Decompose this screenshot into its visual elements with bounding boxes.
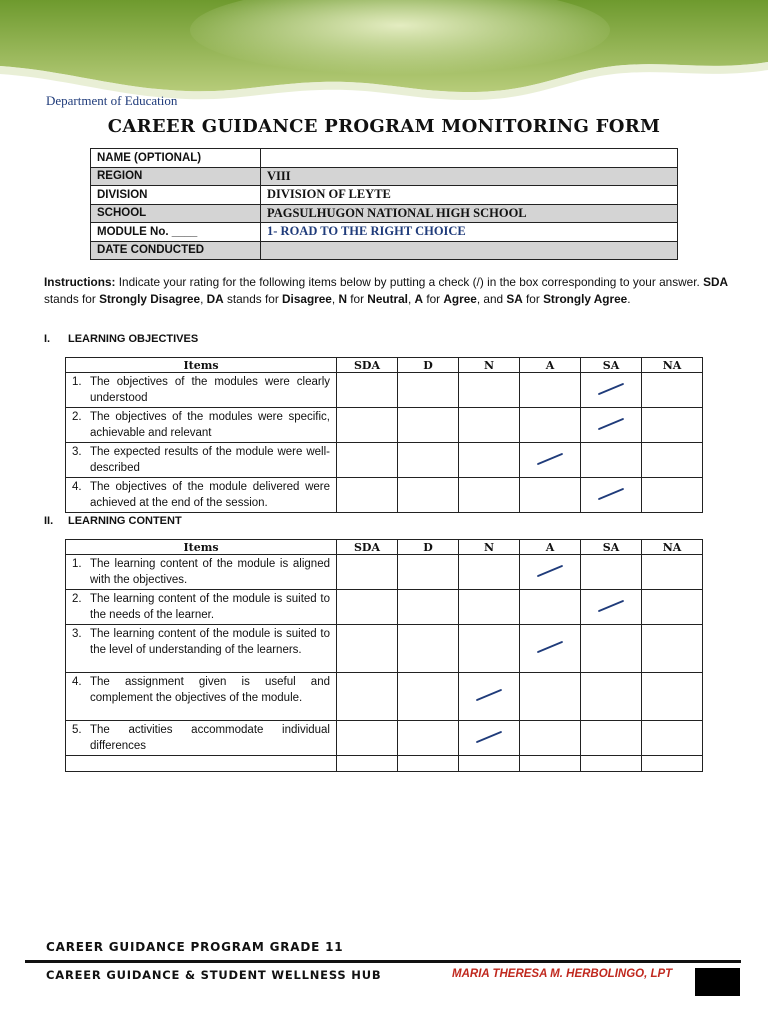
column-header: SA: [581, 358, 642, 373]
rating-cell-n[interactable]: [459, 478, 520, 513]
rating-cell-na[interactable]: [642, 478, 703, 513]
rating-cell-na[interactable]: [642, 408, 703, 443]
empty-cell[interactable]: [459, 756, 520, 772]
rating-cell-sa[interactable]: [581, 373, 642, 408]
rating-cell-d[interactable]: [398, 373, 459, 408]
item-cell: 2. The learning content of the module is suited to the needs of the learner.: [66, 590, 337, 625]
rating-cell-na[interactable]: [642, 555, 703, 590]
table-header-row: [66, 540, 703, 555]
rating-cell-d[interactable]: [398, 408, 459, 443]
item-cell: 5. The activities accommodate individual differences: [66, 721, 337, 756]
column-header: D: [398, 358, 459, 373]
item-cell: 4. The objectives of the module delivered were achieved at the end of the session.: [66, 478, 337, 513]
rating-cell-sa[interactable]: [581, 408, 642, 443]
check-mark-icon: [535, 451, 565, 467]
info-value-division[interactable]: DIVISION OF LEYTE: [261, 186, 678, 205]
rating-cell-a[interactable]: [520, 625, 581, 673]
column-header: N: [459, 540, 520, 555]
item-cell: 4. The assignment given is useful and complement the objectives of the module.: [66, 673, 337, 721]
rating-cell-sa[interactable]: [581, 443, 642, 478]
check-mark-icon: [596, 598, 626, 614]
info-label: SCHOOL: [91, 204, 261, 223]
check-mark-icon: [596, 486, 626, 502]
rating-cell-sda[interactable]: [337, 590, 398, 625]
info-label: DIVISION: [91, 186, 261, 205]
info-row-date: [91, 241, 678, 260]
rating-cell-d[interactable]: [398, 625, 459, 673]
rating-cell-n[interactable]: [459, 443, 520, 478]
rating-cell-na[interactable]: [642, 721, 703, 756]
rating-cell-na[interactable]: [642, 443, 703, 478]
item-cell: 3. The expected results of the module were well-described: [66, 443, 337, 478]
table-row: [66, 478, 703, 513]
rating-cell-d[interactable]: [398, 443, 459, 478]
table-row: [66, 673, 703, 721]
empty-cell[interactable]: [337, 756, 398, 772]
rating-cell-sda[interactable]: [337, 373, 398, 408]
table-row: [66, 443, 703, 478]
rating-cell-d[interactable]: [398, 721, 459, 756]
info-table: [90, 148, 678, 260]
rating-cell-n[interactable]: [459, 625, 520, 673]
check-mark-icon: [535, 563, 565, 579]
column-header: NA: [642, 358, 703, 373]
info-row-module: [91, 223, 678, 242]
empty-cell[interactable]: [581, 756, 642, 772]
instructions: Instructions: Indicate your rating for the following items below by putting a check (/) in the box corresponding to your answer. SDA stands for Strongly Disagree, DA stands for Disagree, N for Neutral, A for Agree, and SA for Strongly Agree.: [44, 275, 728, 306]
rating-cell-a[interactable]: [520, 478, 581, 513]
info-row-name: [91, 149, 678, 168]
info-value-date[interactable]: [261, 241, 678, 260]
check-mark-icon: [474, 729, 504, 745]
check-mark-icon: [474, 687, 504, 703]
rating-cell-n[interactable]: [459, 408, 520, 443]
info-label: REGION: [91, 167, 261, 186]
rating-cell-n[interactable]: [459, 373, 520, 408]
rating-cell-a[interactable]: [520, 721, 581, 756]
rating-cell-sda[interactable]: [337, 625, 398, 673]
item-cell: 1. The objectives of the modules were clearly understood: [66, 373, 337, 408]
info-row-school: [91, 204, 678, 223]
rating-cell-sda[interactable]: [337, 555, 398, 590]
rating-cell-n[interactable]: [459, 673, 520, 721]
rating-cell-a[interactable]: [520, 673, 581, 721]
column-header: N: [459, 358, 520, 373]
item-cell: 2. The objectives of the modules were specific, achievable and relevant: [66, 408, 337, 443]
footer-divider: [25, 960, 741, 963]
column-header: SA: [581, 540, 642, 555]
rating-cell-na[interactable]: [642, 373, 703, 408]
check-mark-icon: [596, 381, 626, 397]
rating-cell-na[interactable]: [642, 590, 703, 625]
rating-cell-d[interactable]: [398, 590, 459, 625]
table-row: [66, 408, 703, 443]
rating-cell-sa[interactable]: [581, 590, 642, 625]
rating-cell-sa[interactable]: [581, 555, 642, 590]
rating-cell-d[interactable]: [398, 555, 459, 590]
item-cell: 3. The learning content of the module is suited to the level of understanding of the learners.: [66, 625, 337, 673]
info-label: MODULE No. ____: [91, 223, 261, 242]
column-header: A: [520, 540, 581, 555]
info-row-division: [91, 186, 678, 205]
rating-cell-a[interactable]: [520, 555, 581, 590]
rating-table-objectives: [65, 357, 703, 513]
rating-cell-na[interactable]: [642, 673, 703, 721]
table-row: [66, 555, 703, 590]
rating-cell-sda[interactable]: [337, 443, 398, 478]
empty-cell[interactable]: [642, 756, 703, 772]
info-label: DATE CONDUCTED: [91, 241, 261, 260]
footer-hub: CAREER GUIDANCE & STUDENT WELLNESS HUB: [46, 968, 382, 982]
column-header: SDA: [337, 540, 398, 555]
table-row: [66, 625, 703, 673]
info-row-region: [91, 167, 678, 186]
table-row: [66, 721, 703, 756]
column-header: A: [520, 358, 581, 373]
section-heading-objectives: I. LEARNING OBJECTIVES: [44, 333, 199, 345]
rating-cell-a[interactable]: [520, 373, 581, 408]
column-header: NA: [642, 540, 703, 555]
check-mark-icon: [535, 639, 565, 655]
table-row: [66, 373, 703, 408]
empty-cell[interactable]: [66, 756, 337, 772]
rating-cell-sa[interactable]: [581, 478, 642, 513]
rating-cell-a[interactable]: [520, 443, 581, 478]
section-heading-content: II. LEARNING CONTENT: [44, 515, 182, 527]
rating-cell-n[interactable]: [459, 721, 520, 756]
department-name: Department of Education: [46, 93, 178, 108]
rating-cell-sa[interactable]: [581, 721, 642, 756]
check-mark-icon: [596, 416, 626, 432]
info-value-region[interactable]: VIII: [261, 167, 678, 186]
rating-table-content: [65, 539, 703, 772]
rating-cell-sda[interactable]: [337, 673, 398, 721]
rating-cell-sda[interactable]: [337, 478, 398, 513]
empty-cell[interactable]: [520, 756, 581, 772]
rating-cell-sda[interactable]: [337, 721, 398, 756]
rating-cell-sa[interactable]: [581, 625, 642, 673]
info-value-school[interactable]: PAGSULHUGON NATIONAL HIGH SCHOOL: [261, 204, 678, 223]
info-label: NAME (OPTIONAL): [91, 149, 261, 168]
table-header-row: [66, 358, 703, 373]
rating-cell-na[interactable]: [642, 625, 703, 673]
rating-cell-d[interactable]: [398, 478, 459, 513]
item-cell: 1. The learning content of the module is aligned with the objectives.: [66, 555, 337, 590]
rating-cell-n[interactable]: [459, 590, 520, 625]
column-header: SDA: [337, 358, 398, 373]
table-row-empty: [66, 756, 703, 772]
rating-cell-sa[interactable]: [581, 673, 642, 721]
rating-cell-sda[interactable]: [337, 408, 398, 443]
rating-cell-a[interactable]: [520, 408, 581, 443]
rating-cell-a[interactable]: [520, 590, 581, 625]
column-header: D: [398, 540, 459, 555]
info-value-module[interactable]: 1- ROAD TO THE RIGHT CHOICE: [261, 223, 678, 242]
info-value-name[interactable]: [261, 149, 678, 168]
rating-cell-d[interactable]: [398, 673, 459, 721]
footer-author: MARIA THERESA M. HERBOLINGO, LPT: [452, 968, 673, 980]
table-row: [66, 590, 703, 625]
column-header: Items: [66, 540, 337, 555]
empty-cell[interactable]: [398, 756, 459, 772]
footer-block: [695, 968, 740, 996]
footer-program: CAREER GUIDANCE PROGRAM GRADE 11: [46, 940, 344, 954]
rating-cell-n[interactable]: [459, 555, 520, 590]
form-title: CAREER GUIDANCE PROGRAM MONITORING FORM: [107, 116, 661, 137]
column-header: Items: [66, 358, 337, 373]
